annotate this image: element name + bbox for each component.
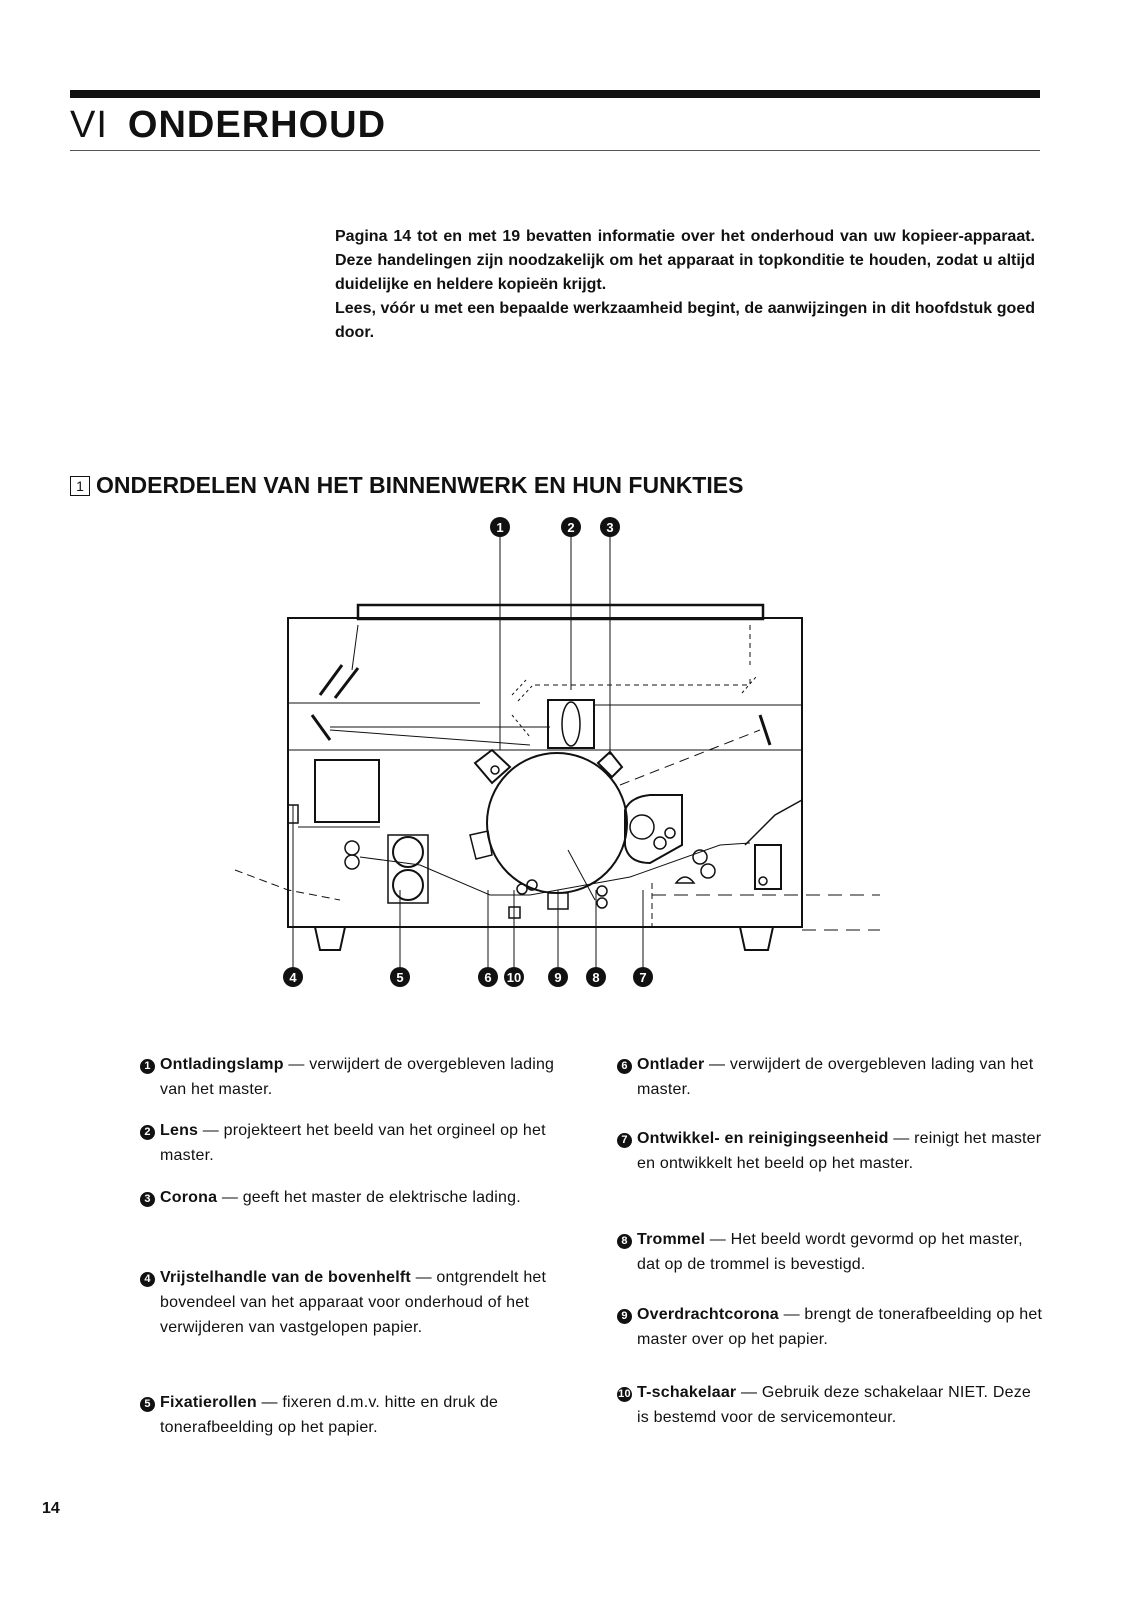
page-number: 14 <box>42 1500 60 1517</box>
part-term: Trommel <box>637 1231 706 1248</box>
part-item <box>617 1302 1047 1352</box>
part-item <box>617 1126 1047 1176</box>
part-term: Vrijstelhandle van de bovenhelft <box>160 1269 411 1286</box>
header-rule-thin <box>70 150 1040 151</box>
svg-text:5: 5 <box>396 970 404 985</box>
section-title: ONDERDELEN VAN HET BINNENWERK EN HUN FUNKTIES <box>96 472 744 498</box>
chapter-number: VI <box>70 104 108 146</box>
svg-text:7: 7 <box>639 970 647 985</box>
callout-marker-10 <box>504 967 524 987</box>
part-number-badge: 3 <box>140 1192 155 1207</box>
part-item <box>140 1118 570 1168</box>
part-item <box>140 1185 570 1210</box>
svg-text:10: 10 <box>506 970 522 985</box>
part-number-badge: 7 <box>617 1133 632 1148</box>
part-item <box>140 1265 570 1340</box>
svg-text:2: 2 <box>567 520 575 535</box>
copier-cross-section-diagram <box>230 505 910 1015</box>
callout-marker-5 <box>390 967 410 987</box>
header-rule-thick <box>70 90 1040 98</box>
callout-marker-2 <box>561 517 581 537</box>
part-number-badge: 4 <box>140 1272 155 1287</box>
part-item <box>140 1390 570 1440</box>
section-number-box: 1 <box>70 476 90 496</box>
part-description: — fixeren d.m.v. hitte en druk de tonerafbeelding op het papier. <box>160 1394 499 1436</box>
svg-text:9: 9 <box>554 970 562 985</box>
part-number-badge: 2 <box>140 1125 155 1140</box>
part-number-badge: 9 <box>617 1309 632 1324</box>
part-number-badge: 1 <box>140 1059 155 1074</box>
callout-marker-1 <box>490 517 510 537</box>
part-description: — verwijdert de overgebleven lading van het master. <box>637 1056 1034 1098</box>
callout-marker-8 <box>586 967 606 987</box>
part-description: — Gebruik deze schakelaar NIET. Deze is bestemd voor de servicemonteur. <box>637 1384 1031 1426</box>
intro-paragraph: Pagina 14 tot en met 19 bevatten informatie over het onderhoud van uw kopieer-apparaat. Deze handelingen zijn noodzakelijk om het apparaat in topkonditie te houden, zodat u altijd duidelijke en heldere kopieën krijgt. <box>335 228 1035 293</box>
part-term: Ontladingslamp <box>160 1056 284 1073</box>
part-number-badge: 10 <box>618 1388 631 1400</box>
part-description: — ontgrendelt het bovendeel van het apparaat voor onderhoud of het verwijderen van vastgelopen papier. <box>160 1269 547 1336</box>
part-description: — Het beeld wordt gevormd op het master, dat op de trommel is bevestigd. <box>637 1231 1023 1273</box>
svg-text:4: 4 <box>289 970 297 985</box>
part-item <box>617 1380 1047 1430</box>
intro-text <box>335 225 1035 345</box>
part-number-badge: 5 <box>140 1397 155 1412</box>
part-description: — geeft het master de elektrische lading. <box>217 1189 521 1206</box>
callout-marker-9 <box>548 967 568 987</box>
part-term: Fixatierollen <box>160 1394 257 1411</box>
section-heading <box>70 470 743 500</box>
svg-text:8: 8 <box>592 970 600 985</box>
part-number-badge: 6 <box>617 1059 632 1074</box>
callout-marker-6 <box>478 967 498 987</box>
chapter-heading <box>70 102 386 148</box>
callout-marker-3 <box>600 517 620 537</box>
svg-text:1: 1 <box>496 520 504 535</box>
part-item <box>617 1227 1047 1277</box>
callout-marker-4 <box>283 967 303 987</box>
svg-text:6: 6 <box>484 970 492 985</box>
callout-marker-7 <box>633 967 653 987</box>
part-description: — verwijdert de overgebleven lading van het master. <box>160 1056 555 1098</box>
part-term: Corona <box>160 1189 218 1206</box>
intro-paragraph: Lees, vóór u met een bepaalde werkzaamheid begint, de aanwijzingen in dit hoofdstuk goed door. <box>335 300 1035 341</box>
part-term: Overdrachtcorona <box>637 1306 779 1323</box>
part-term: Ontlader <box>637 1056 705 1073</box>
part-term: Lens <box>160 1122 199 1139</box>
svg-text:3: 3 <box>606 520 614 535</box>
part-term: T-schakelaar <box>637 1384 737 1401</box>
part-item <box>617 1052 1047 1102</box>
part-description: — brengt de tonerafbeelding op het master over op het papier. <box>637 1306 1043 1348</box>
part-description: — reinigt het master en ontwikkelt het beeld op het master. <box>637 1130 1042 1172</box>
part-term: Ontwikkel- en reinigingseenheid <box>637 1130 889 1147</box>
chapter-title: ONDERHOUD <box>127 104 387 146</box>
part-description: — projekteert het beeld van het orgineel op het master. <box>160 1122 546 1164</box>
part-item <box>140 1052 570 1102</box>
part-number-badge: 8 <box>617 1234 632 1249</box>
